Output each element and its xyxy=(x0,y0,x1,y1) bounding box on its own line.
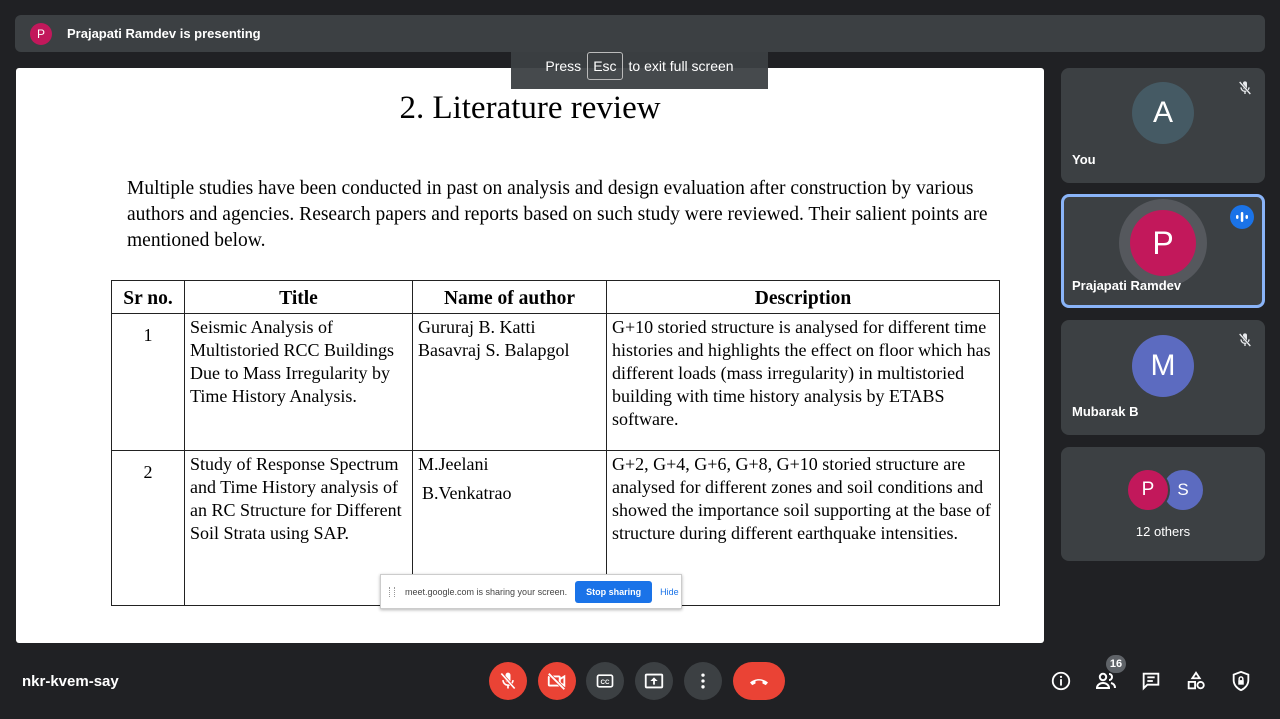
more-options-button[interactable] xyxy=(684,662,722,700)
share-message: meet.google.com is sharing your screen. xyxy=(405,586,568,597)
author-name: B.Venkatrao xyxy=(422,483,512,503)
participant-tile-mubarak[interactable] xyxy=(1061,320,1265,435)
camera-off-icon xyxy=(546,670,568,692)
avatar: P xyxy=(1126,468,1170,512)
stop-sharing-button[interactable]: Stop sharing xyxy=(575,581,652,603)
toast-rest: to exit full screen xyxy=(628,57,734,74)
show-everyone-button[interactable] xyxy=(1094,669,1118,693)
chat-button[interactable] xyxy=(1139,669,1163,693)
present-icon xyxy=(643,670,665,692)
meeting-details-button[interactable] xyxy=(1049,669,1073,693)
cell-description: G+2, G+4, G+6, G+8, G+10 storied structure are analysed for different zones and soil conditions and showed the importance soil supporting at the base of structure during different earthquake intensities. xyxy=(607,451,1000,606)
cell-title: Seismic Analysis of Multistoried RCC Buildings Due to Mass Irregularity by Time History Analysis. xyxy=(185,314,413,451)
cell-sr: 2 xyxy=(112,451,185,606)
end-call-icon xyxy=(747,669,771,693)
speaking-indicator-icon xyxy=(1230,205,1254,229)
chat-icon xyxy=(1140,670,1162,692)
header-description: Description xyxy=(607,281,1000,314)
activities-button[interactable] xyxy=(1184,669,1208,693)
mic-off-icon xyxy=(1237,332,1253,348)
others-tile[interactable] xyxy=(1061,447,1265,561)
drag-handle-icon[interactable] xyxy=(389,587,395,597)
avatar: P xyxy=(1130,210,1196,276)
activities-icon xyxy=(1185,670,1207,692)
hide-share-bar-button[interactable]: Hide xyxy=(660,586,679,597)
present-now-button[interactable] xyxy=(635,662,673,700)
participant-name: You xyxy=(1072,152,1096,167)
people-count-badge: 16 xyxy=(1106,655,1126,673)
avatar: A xyxy=(1132,82,1194,144)
info-icon xyxy=(1050,670,1072,692)
author-name: M.Jeelani xyxy=(418,454,489,474)
header-title: Title xyxy=(185,281,413,314)
leave-call-button[interactable] xyxy=(733,662,785,700)
avatar: M xyxy=(1132,335,1194,397)
participant-name: Mubarak B xyxy=(1072,404,1139,419)
cell-description: G+10 storied structure is analysed for different time histories and highlights the effect on floor which has different loads (mass irregularity) in multistoried building with time history analysis by ETABS software. xyxy=(607,314,1000,451)
host-controls-icon xyxy=(1230,670,1252,692)
captions-button[interactable] xyxy=(586,662,624,700)
shared-screen xyxy=(16,68,1044,643)
slide-title: 2. Literature review xyxy=(399,90,661,126)
author-name: Gururaj B. Katti xyxy=(418,317,536,337)
table-row xyxy=(112,314,1000,451)
others-count: 12 others xyxy=(1135,524,1191,539)
participant-tile-you[interactable] xyxy=(1061,68,1265,183)
captions-icon xyxy=(595,671,615,691)
header-author: Name of author xyxy=(413,281,607,314)
cell-authors xyxy=(413,314,607,451)
table-header-row xyxy=(112,281,1000,314)
header-sr: Sr no. xyxy=(112,281,185,314)
mic-off-icon xyxy=(1237,80,1253,96)
avatar: S xyxy=(1161,468,1205,512)
participant-tile-presenter[interactable] xyxy=(1061,194,1265,308)
screen-share-bar xyxy=(380,574,682,609)
cell-sr: 1 xyxy=(112,314,185,451)
esc-key: Esc xyxy=(587,52,622,80)
host-controls-button[interactable] xyxy=(1229,669,1253,693)
mic-off-icon xyxy=(498,671,518,691)
slide-paragraph: Multiple studies have been conducted in past on analysis and design evaluation after construction by various authors and agencies. Research papers and reports based on such study were reviewed. Their salient points are mentioned below. xyxy=(127,178,988,251)
cell-title: Study of Response Spectrum and Time History analysis of an RC Structure for Different Soil Strata using SAP. xyxy=(185,451,413,606)
toast-press: Press xyxy=(545,57,582,74)
fullscreen-toast xyxy=(511,42,768,89)
literature-table xyxy=(111,280,1000,606)
presenting-text: Prajapati Ramdev is presenting xyxy=(67,26,261,41)
author-name: Basavraj S. Balapgol xyxy=(418,340,570,360)
presenter-avatar: P xyxy=(30,23,52,45)
camera-toggle-button[interactable] xyxy=(538,662,576,700)
mic-toggle-button[interactable] xyxy=(489,662,527,700)
meeting-code: nkr-kvem-say xyxy=(22,673,119,690)
more-options-icon xyxy=(693,671,713,691)
svg-text:CC: CC xyxy=(600,678,610,686)
people-icon xyxy=(1094,669,1118,693)
participant-name: Prajapati Ramdev xyxy=(1072,278,1182,293)
